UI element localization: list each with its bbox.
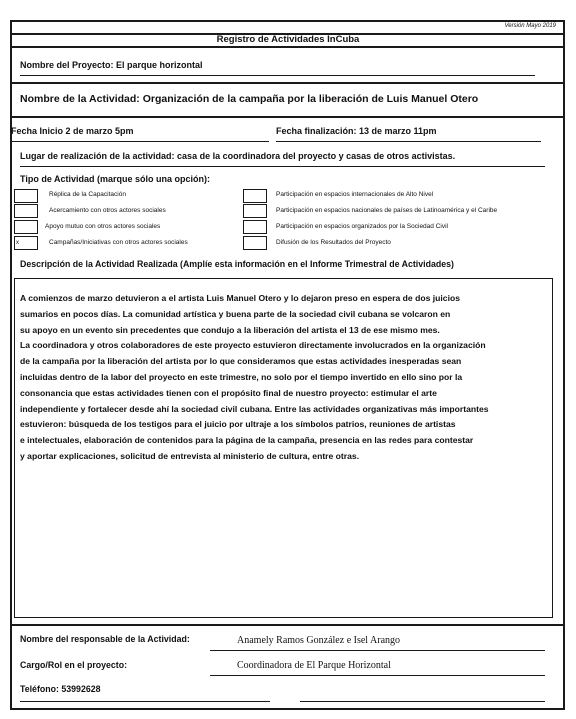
checkbox-latinoamerica[interactable] bbox=[243, 204, 267, 218]
start-date: Fecha Inicio 2 de marzo 5pm bbox=[11, 126, 134, 136]
responsible-value: Anamely Ramos González e Isel Arango bbox=[237, 635, 401, 646]
phone-underline-right bbox=[300, 701, 545, 702]
activity-type-label: Tipo de Actividad (marque sólo una opción): bbox=[20, 174, 211, 184]
checkbox-alto-nivel[interactable] bbox=[243, 189, 267, 203]
description-line: independiente y fortalecer desde ahí la sociedad civil cubana. Entre las actividades organizativas más importantes bbox=[20, 403, 489, 414]
activity-name: Nombre de la Actividad: Organización de la campaña por la liberación de Luis Manuel Otero bbox=[20, 93, 479, 105]
checkbox-capacitacion[interactable] bbox=[14, 189, 38, 203]
checkbox-campanas[interactable]: x bbox=[14, 236, 38, 250]
phone-underline bbox=[20, 701, 270, 702]
description-line: consonancia que estas actividades tienen con el propósito final de nuestro proyecto: estimular el arte bbox=[20, 387, 437, 398]
checkbox-sociedad-civil[interactable] bbox=[243, 220, 267, 234]
option-label-difusion: Difusión de los Resultados del Proyecto bbox=[276, 239, 391, 246]
description-line: estuvieron: búsqueda de los testigos para el juicio por ultraje a los símbolos patrios, reuniones de artistas bbox=[20, 419, 456, 430]
option-label-alto-nivel: Participación en espacios internacionales de Alto Nivel bbox=[276, 191, 434, 198]
description-line: e intelectuales, elaboración de contenidos para la página de la campaña, presencia en las redes para contestar bbox=[20, 435, 474, 446]
project-name: Nombre del Proyecto: El parque horizontal bbox=[20, 60, 203, 70]
responsible-label: Nombre del responsable de la Actividad: bbox=[20, 634, 190, 644]
option-label-capacitacion: Réplica de la Capacitación bbox=[49, 191, 126, 198]
activity-place: Lugar de realización de la actividad: casa de la coordinadora del proyecto y casas de otros activistas. bbox=[20, 151, 456, 161]
description-line: de la campaña por la liberación del artista por lo que consideramos que estas actividades inesperadas sean bbox=[20, 356, 462, 367]
form-title: Registro de Actividades InCuba bbox=[216, 34, 360, 45]
checkbox-acercamiento[interactable] bbox=[14, 204, 38, 218]
description-line: y aportar explicaciones, solicitud de entrevista al ministerio de cultura, entre otras. bbox=[20, 450, 360, 461]
version-label: Versión Mayo 2019 bbox=[504, 23, 556, 29]
title-divider bbox=[10, 46, 565, 48]
description-label: Descripción de la Actividad Realizada (Amplíe esta información en el Informe Trimestral de Actividades) bbox=[20, 259, 454, 269]
end-date: Fecha finalización: 13 de marzo 11pm bbox=[276, 126, 437, 136]
option-label-acercamiento: Acercamiento con otros actores sociales bbox=[49, 207, 166, 214]
activity-divider bbox=[10, 116, 565, 118]
description-text bbox=[20, 291, 550, 465]
checkbox-apoyo-mutuo[interactable] bbox=[14, 220, 38, 234]
responsible-underline bbox=[210, 650, 545, 651]
role-underline bbox=[210, 675, 545, 676]
description-line: su apoyo en un evento sin precedentes que condujo a la liberación del artista el 13 de ese mismo mes. bbox=[20, 324, 440, 335]
option-label-latinoamerica: Participación en espacios nacionales de países de Latinoamérica y el Caribe bbox=[276, 207, 498, 214]
start-date-underline bbox=[11, 141, 269, 142]
project-underline bbox=[20, 75, 535, 76]
option-label-apoyo-mutuo: Apoyo mutuo con otros actores sociales bbox=[45, 223, 161, 230]
description-line: incluidas dentro de la labor del proyecto en este trimestre, no solo por el tiempo invertido en ello sino por la bbox=[20, 371, 463, 382]
description-line: sumarios en pocos días. La comunidad artística y buena parte de la sociedad civil cubana se volcaron en bbox=[20, 308, 451, 319]
option-label-sociedad-civil: Participación en espacios organizados por la Sociedad Civil bbox=[276, 223, 448, 230]
end-date-underline bbox=[276, 141, 541, 142]
option-label-campanas: Campañas/Iniciativas con otros actores sociales bbox=[49, 239, 188, 246]
project-divider bbox=[10, 82, 565, 84]
phone-label: Teléfono: 53992628 bbox=[20, 684, 101, 694]
footer-divider bbox=[10, 624, 565, 626]
description-line: A comienzos de marzo detuvieron a el artista Luis Manuel Otero y lo dejaron preso en espera de dos juicios bbox=[20, 293, 460, 303]
place-underline bbox=[20, 166, 545, 167]
role-value: Coordinadora de El Parque Horizontal bbox=[237, 660, 391, 671]
checkbox-difusion[interactable] bbox=[243, 236, 267, 250]
role-label: Cargo/Rol en el proyecto: bbox=[20, 660, 128, 670]
description-line: La coordinadora y otros colaboradores de este proyecto estuvieron directamente involucrados en la organización bbox=[20, 340, 486, 351]
